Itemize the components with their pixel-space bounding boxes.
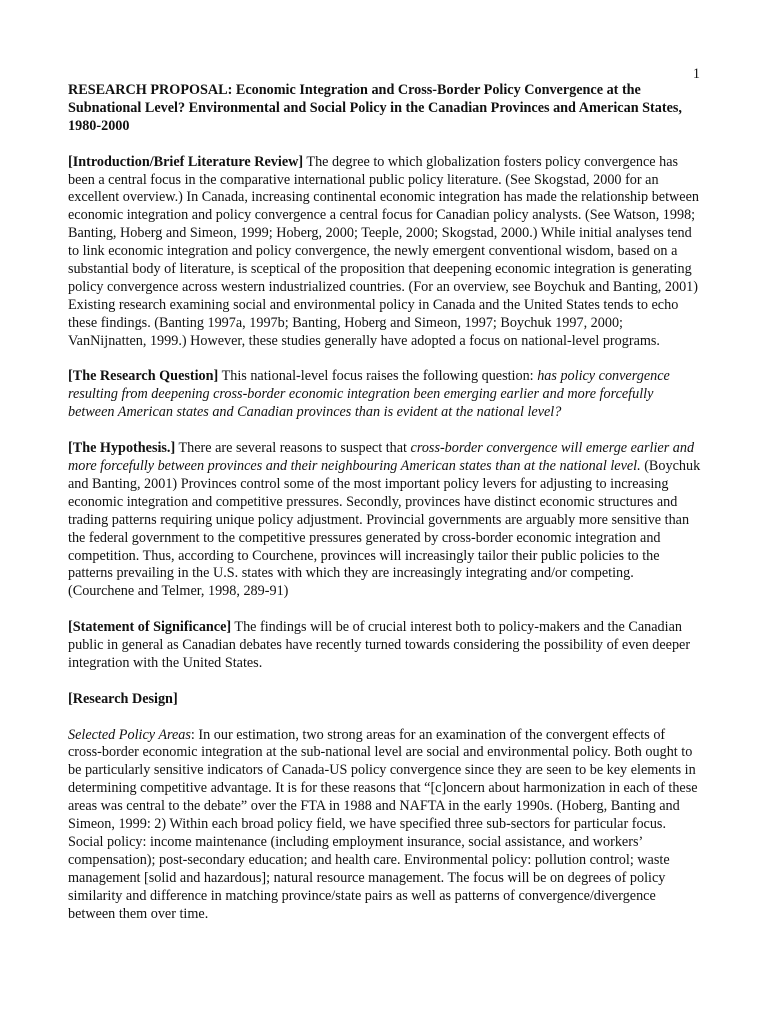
significance-paragraph	[68, 619, 702, 673]
intro-heading: [Introduction/Brief Literature Review]	[68, 153, 304, 170]
hypothesis-italic: cross-border convergence will emerge earlier and more forcefully between provinces and their neighbouring American states than at the national level.	[68, 440, 695, 474]
question-heading: [The Research Question]	[68, 368, 219, 385]
question-text: This national-level focus raises the following question:	[218, 368, 538, 385]
document-body	[68, 82, 702, 941]
design-heading: [Research Design]	[68, 690, 178, 707]
document-title: RESEARCH PROPOSAL: Economic Integration and Cross-Border Policy Convergence at the Subnational Level? Environmental and Social Policy in the Canadian Provinces and American States, 1980-2000	[68, 82, 682, 134]
design-subheading: Selected Policy Areas	[68, 726, 191, 743]
question-italic: has policy convergence resulting from deepening cross-border economic integration been emerging earlier and more forcefully between American states and Canadian provinces than is evident at the national level?	[68, 368, 670, 421]
intro-text: The degree to which globalization fosters policy convergence has been a central focus in the comparative international public policy literature. (See Skogstad, 2000 for an excellent overview.) In Canada, increasing continental economic integration has made the relationship between economic integration and policy convergence a central focus for Canadian policy analysts. (See Watson, 1998; Banting, Hoberg and Simeon, 1999; Hoberg, 2000; Teeple, 2000; Skogstad, 2000.) While initial analyses tend to link economic integration and policy convergence, the newly emergent conventional wisdom, based on a substantial body of literature, is sceptical of the proposition that deepening economic integration is generating policy convergence across western industrialized countries. (For an overview, see Boychuk and Banting, 2001) Existing research examining social and environmental policy in Canada and the United States tends to echo these findings. (Banting 1997a, 1997b; Banting, Hoberg and Simeon, 1997; Boychuk 1997, 2000; VanNijnatten, 1999.) However, these studies generally have adopted a focus on national-level programs.	[68, 153, 699, 349]
design-text: : In our estimation, two strong areas for an examination of the convergent effects of cross-border economic integration at the sub-national level are social and environmental policy. Both ought to be particularly sensitive indicators of Canada-US policy convergence since they are seen to be key elements in determining competitive advantage. It is for these reasons that “[c]oncern about harmonization in each of these areas was central to the debate” over the FTA in 1988 and NAFTA in the early 1990s. (Hoberg, Banting and Simeon, 1999: 2) Within each broad policy field, we have specified three sub-sectors for particular focus. Social policy: income maintenance (including employment insurance, social assistance, and workers’ compensation); post-secondary education; and health care. Environmental policy: pollution control; waste management [solid and hazardous]; natural resource management. The focus will be on degrees of policy similarity and difference in matching province/state pairs as well as patterns of convergence/divergence between them over time.	[68, 726, 698, 922]
hypothesis-paragraph	[68, 440, 702, 601]
page-number: 1	[692, 66, 700, 82]
hypothesis-heading: [The Hypothesis.]	[68, 440, 176, 457]
hypothesis-text-before: There are several reasons to suspect that	[175, 440, 411, 457]
significance-heading: [Statement of Significance]	[68, 619, 232, 636]
significance-text: The findings will be of crucial interest both to policy-makers and the Canadian public in general as Canadian debates have recently turned towards considering the possibility of even deeper integration with the United States.	[68, 619, 691, 671]
question-paragraph	[68, 368, 702, 422]
design-paragraph	[68, 727, 702, 924]
hypothesis-text-after: (Boychuk and Banting, 2001) Provinces control some of the most important policy levers for adjusting to increasing economic integration and competitive pressures. Secondly, provinces have distinct economic structures and trading patterns requiring unique policy adjustment. Provincial governments are arguably more sensitive than the federal government to the competitive pressures generated by cross-border economic integration and competition. Thus, according to Courchene, provinces will increasingly tailor their public policies to the patterns prevailing in the U.S. states with which they are increasingly integrating and/or competing. (Courchene and Telmer, 1998, 289-91)	[68, 457, 701, 600]
intro-paragraph	[68, 154, 702, 351]
